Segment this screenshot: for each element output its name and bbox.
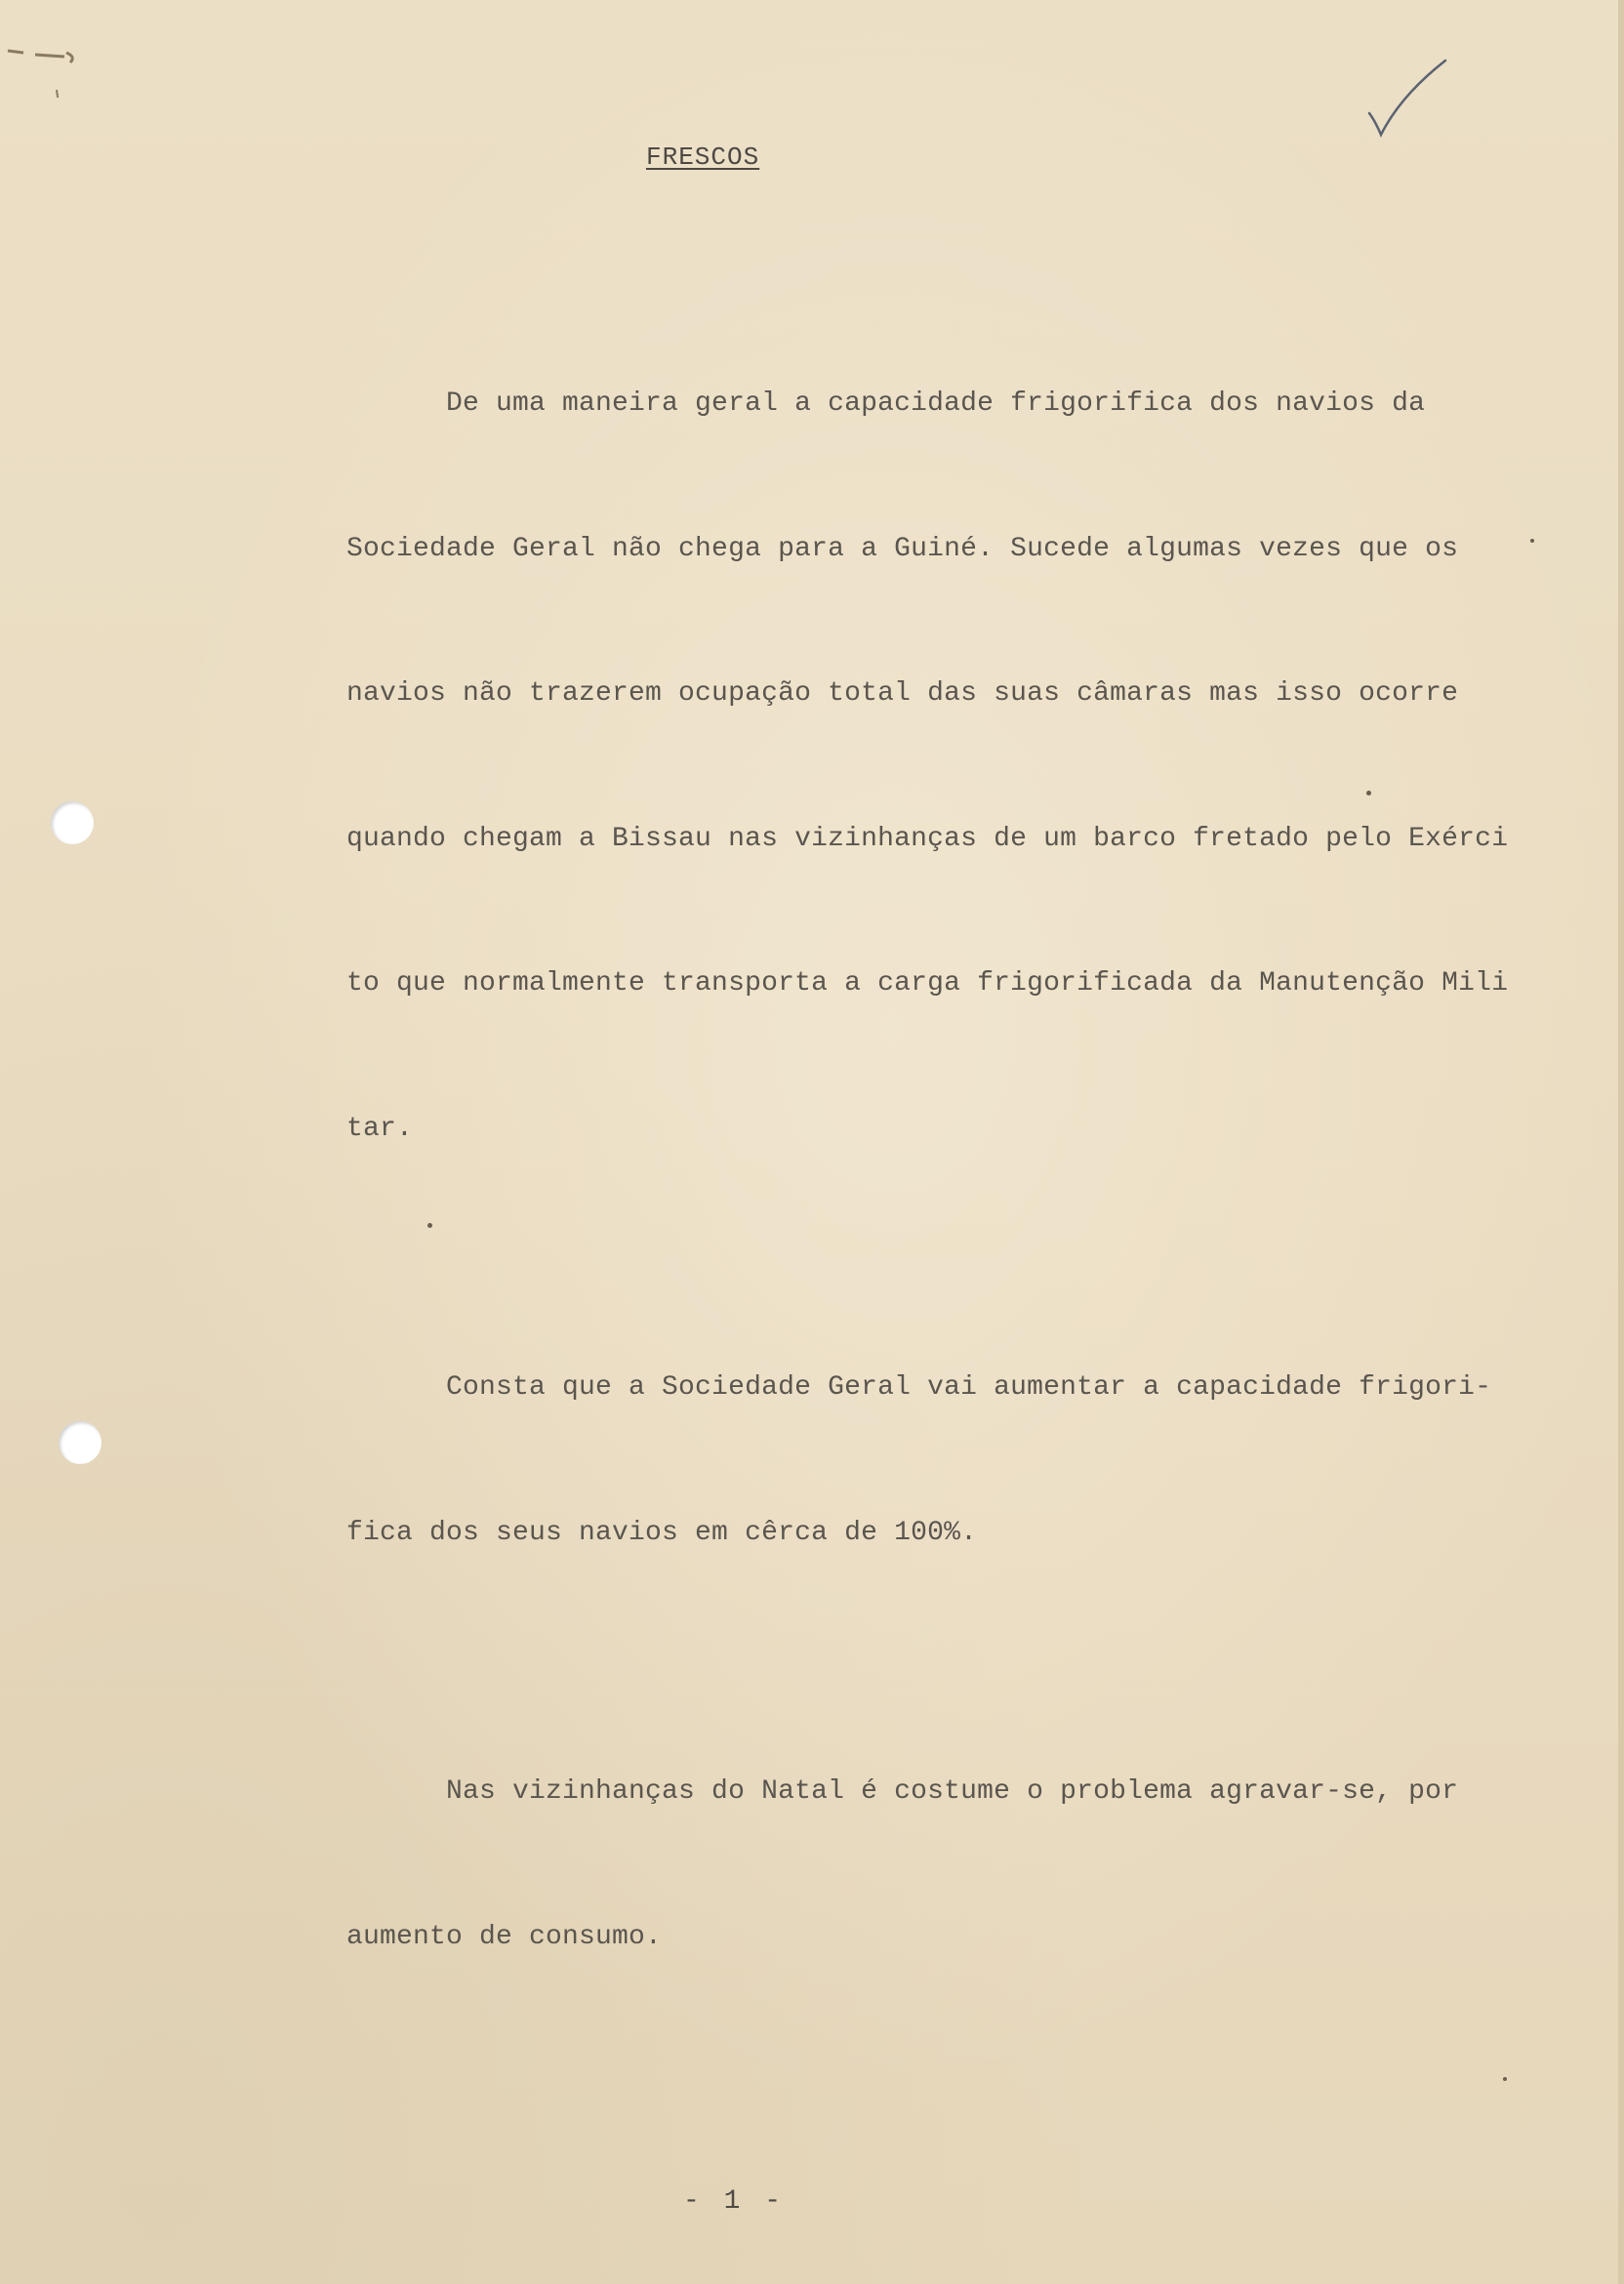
paragraph-gap [346,1653,1596,1671]
body-line: navios não trazerem ocupação total das suas câmaras mas isso ocorre [346,678,1459,709]
body-line: Nas vizinhanças do Natal é costume o problema agravar-se, por [346,1776,1459,1807]
paper-clip-mark [6,39,113,98]
body-line: to que normalmente transporta a carga frigorificada da Manutenção Mili [346,968,1509,999]
document-body [346,283,1596,2058]
document-heading: FRESCOS [646,143,760,172]
paper-speck [1503,2077,1507,2081]
punch-hole [51,801,94,844]
body-line: Consta que a Sociedade Geral vai aumentar a capacidade frigori- [346,1372,1492,1403]
page-number: - 1 - [683,2186,786,2217]
paragraph-gap [346,1249,1596,1267]
paper-speck [427,1223,432,1228]
body-line: De uma maneira geral a capacidade frigorifica dos navios da [346,388,1426,419]
paper-edge [1618,0,1624,2284]
paper-speck [1366,791,1371,795]
body-line: aumento de consumo. [346,1921,663,1952]
body-line: tar. [346,1113,414,1144]
body-line: quando chegam a Bissau nas vizinhanças de um barco fretado pelo Exérci [346,823,1509,854]
body-line: Sociedade Geral não chega para a Guiné. Sucede algumas vezes que os [346,533,1459,564]
checkmark-icon [1361,57,1449,144]
body-line: fica dos seus navios em cêrca de 100%. [346,1517,978,1548]
paper-speck [1530,539,1534,543]
punch-hole [59,1421,102,1464]
